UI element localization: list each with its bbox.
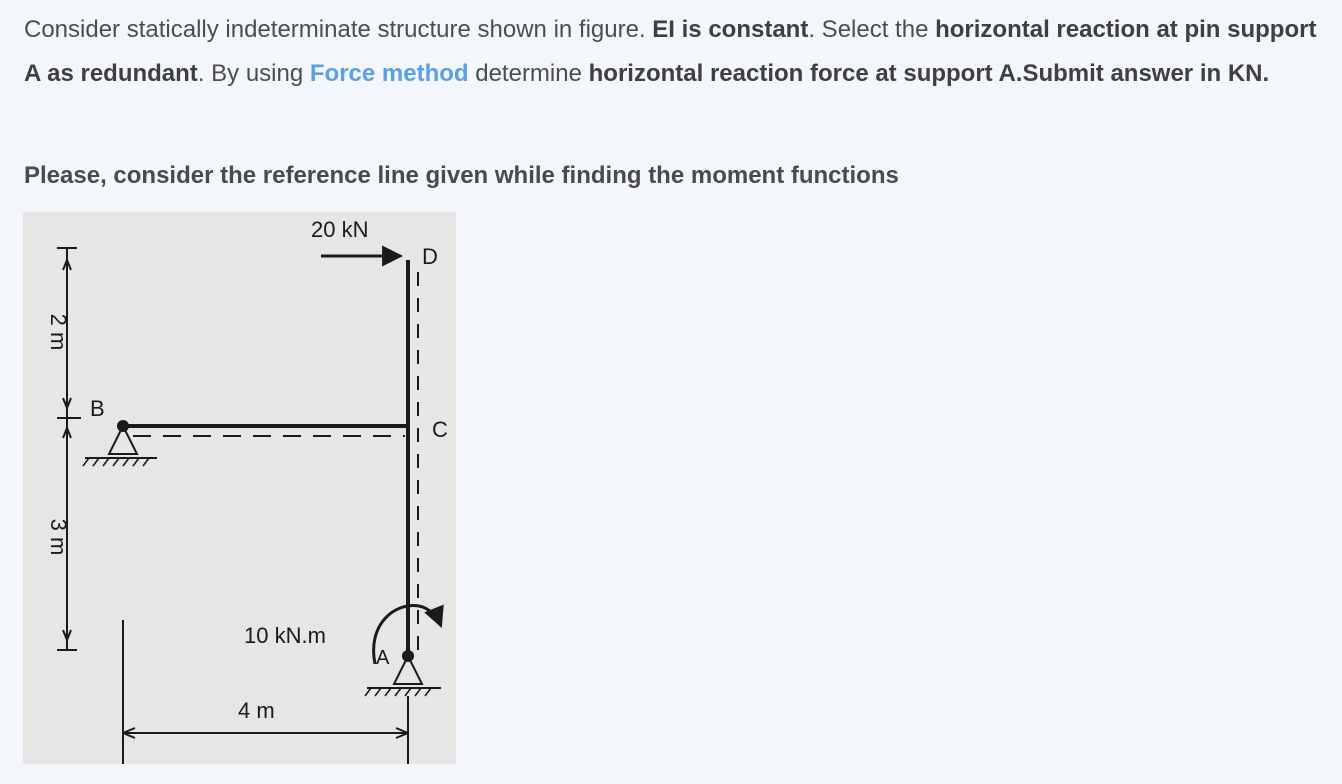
load-label: 20 kN [311, 217, 369, 242]
point-d-label: D [422, 244, 438, 269]
point-a-label: A [376, 647, 390, 669]
question-part-2: . Select the [808, 16, 936, 43]
dim-2m-label: 2 m [46, 313, 71, 351]
moment-label: 10 kN.m [244, 623, 326, 648]
question-part-3: . By using [197, 60, 310, 87]
question-bold-2: horizontal reaction at pin support A as redundant [24, 16, 1317, 87]
structure-figure [23, 212, 456, 764]
question-part-1: Consider statically indeterminate structure shown in figure. [24, 16, 653, 43]
force-method-link[interactable]: Force method [309, 60, 469, 87]
point-c-label: C [432, 417, 448, 442]
question-part-4: determine [468, 60, 589, 87]
dim-4m-label: 4 m [238, 698, 275, 723]
reference-line-note: Please, consider the reference line given while finding the moment functions [24, 162, 899, 189]
question-bold-1: EI is constant [652, 16, 809, 43]
dim-3m-label: 3 m [46, 518, 71, 556]
question-bold-3: horizontal reaction force at support A.Submit answer in KN. [588, 60, 1270, 87]
vertical-dimension [57, 248, 81, 650]
question-text [24, 8, 1324, 96]
point-b-label: B [90, 396, 105, 421]
frame-diagram [23, 212, 456, 764]
